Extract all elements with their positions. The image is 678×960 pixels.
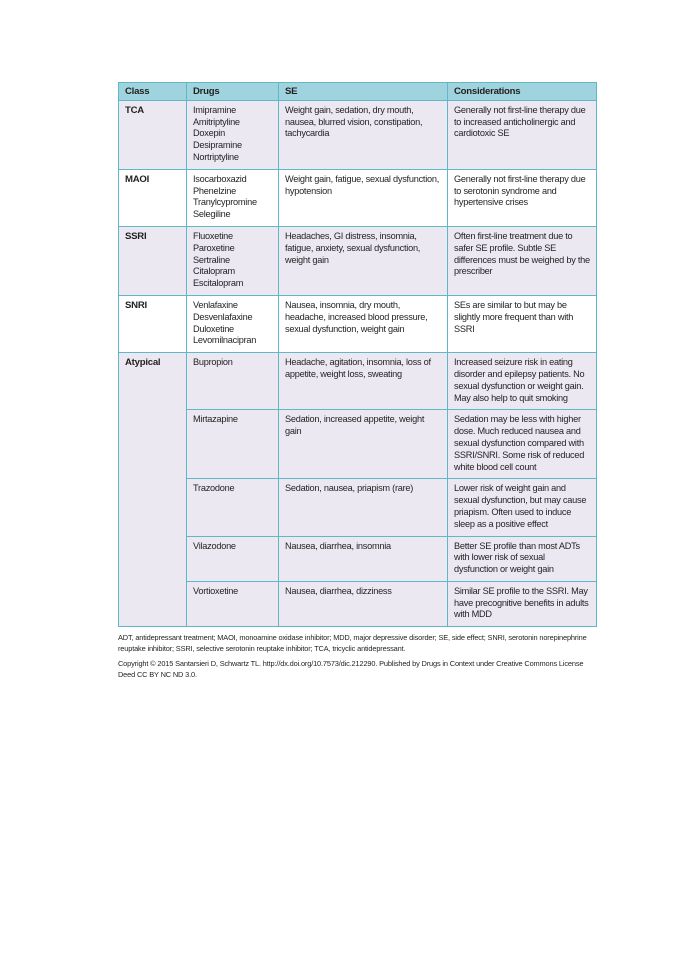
drug-class-cell: TCA	[119, 100, 187, 169]
drug-name: Levomilnacipran	[193, 335, 257, 346]
header-considerations: Considerations	[448, 83, 597, 101]
side-effects-cell: Sedation, increased appetite, weight gain	[279, 410, 448, 479]
drug-name: Citalopram	[193, 266, 235, 277]
copyright-notice: Copyright © 2015 Santarsieri D, Schwartz TL. http://dx.doi.org/10.7573/dic.212290. Published by Drugs in Context under Creative Commons License Deed CC BY NC ND 3.0.	[118, 659, 584, 679]
side-effects-cell: Nausea, insomnia, dry mouth, headache, increased blood pressure, sexual dysfunction, weight gain	[279, 295, 448, 352]
drug-class-cell: Atypical	[119, 353, 187, 627]
header-class: Class	[119, 83, 187, 101]
drug-name: Isocarboxazid	[193, 173, 247, 184]
drug-name: Sertraline	[193, 254, 230, 265]
table-row	[119, 295, 597, 352]
drug-name: Vortioxetine	[193, 585, 239, 596]
drug-name: Mirtazapine	[193, 414, 238, 425]
header-drugs: Drugs	[187, 83, 279, 101]
drugs-cell	[187, 410, 279, 479]
drug-class-cell: SSRI	[119, 226, 187, 295]
document-page	[118, 82, 596, 680]
considerations-cell: SEs are similar to but may be slightly more frequent than with SSRI	[448, 295, 597, 352]
table-row	[119, 581, 597, 626]
drugs-cell	[187, 169, 279, 226]
drugs-cell	[187, 479, 279, 536]
drug-name: Trazodone	[193, 483, 235, 494]
table-row	[119, 536, 597, 581]
table-body	[119, 100, 597, 626]
abbreviations-footnote: ADT, antidepressant treatment; MAOI, monoamine oxidase inhibitor; MDD, major depressive disorder; SE, side effect; SNRI, serotonin norepinephrine reuptake inhibitor; SSRI, selective serotonin reuptake inhibitor; TCA, tricyclic antidepressant.	[118, 633, 587, 653]
considerations-cell: Sedation may be less with higher dose. Much reduced nausea and sexual dysfunction compared with SSRI/SNRI. Some risk of reduced white blood cell count	[448, 410, 597, 479]
drug-name: Paroxetine	[193, 242, 235, 253]
table-header	[119, 83, 597, 101]
drug-name: Imipramine	[193, 104, 236, 115]
table-row	[119, 100, 597, 169]
drug-name: Venlafaxine	[193, 299, 238, 310]
drug-name: Selegiline	[193, 209, 231, 220]
considerations-cell: Generally not first-line therapy due to increased anticholinergic and cardiotoxic SE	[448, 100, 597, 169]
table-row	[119, 226, 597, 295]
considerations-cell: Often first-line treatment due to safer SE profile. Subtle SE differences must be weighed by the prescriber	[448, 226, 597, 295]
table-row	[119, 479, 597, 536]
drugs-cell	[187, 100, 279, 169]
drug-name: Duloxetine	[193, 323, 234, 334]
drugs-cell	[187, 581, 279, 626]
drug-name: Doxepin	[193, 128, 225, 139]
table-row	[119, 169, 597, 226]
drug-name: Tranylcypromine	[193, 197, 257, 208]
drug-class-cell: SNRI	[119, 295, 187, 352]
drug-name: Vilazodone	[193, 540, 236, 551]
table-row	[119, 353, 597, 410]
header-se: SE	[279, 83, 448, 101]
side-effects-cell: Weight gain, fatigue, sexual dysfunction, hypotension	[279, 169, 448, 226]
side-effects-cell: Sedation, nausea, priapism (rare)	[279, 479, 448, 536]
drug-name: Desipramine	[193, 140, 242, 151]
drug-name: Bupropion	[193, 357, 233, 368]
considerations-cell: Generally not first-line therapy due to serotonin syndrome and hypertensive crises	[448, 169, 597, 226]
drug-name: Amitriptyline	[193, 116, 240, 127]
drugs-cell	[187, 536, 279, 581]
table-row	[119, 410, 597, 479]
drugs-cell	[187, 226, 279, 295]
antidepressant-table	[118, 82, 597, 627]
side-effects-cell: Weight gain, sedation, dry mouth, nausea, blurred vision, constipation, tachycardia	[279, 100, 448, 169]
considerations-cell: Lower risk of weight gain and sexual dysfunction, but may cause priapism. Often used to induce sleep as a positive effect	[448, 479, 597, 536]
drugs-cell	[187, 353, 279, 410]
side-effects-cell: Headache, agitation, insomnia, loss of appetite, weight loss, sweating	[279, 353, 448, 410]
considerations-cell: Better SE profile than most ADTs with lower risk of sexual dysfunction or weight gain	[448, 536, 597, 581]
side-effects-cell: Nausea, diarrhea, dizziness	[279, 581, 448, 626]
considerations-cell: Similar SE profile to the SSRI. May have precognitive benefits in adults with MDD	[448, 581, 597, 626]
side-effects-cell: Nausea, diarrhea, insomnia	[279, 536, 448, 581]
drug-name: Fluoxetine	[193, 230, 233, 241]
drugs-cell	[187, 295, 279, 352]
drug-name: Desvenlafaxine	[193, 311, 253, 322]
side-effects-cell: Headaches, GI distress, insomnia, fatigue, anxiety, sexual dysfunction, weight gain	[279, 226, 448, 295]
header-row	[119, 83, 597, 101]
drug-name: Escitalopram	[193, 278, 244, 289]
drug-class-cell: MAOI	[119, 169, 187, 226]
drug-name: Nortriptyline	[193, 151, 239, 162]
considerations-cell: Increased seizure risk in eating disorder and epilepsy patients. No sexual dysfunction or weight gain. May also help to quit smoking	[448, 353, 597, 410]
drug-name: Phenelzine	[193, 185, 236, 196]
